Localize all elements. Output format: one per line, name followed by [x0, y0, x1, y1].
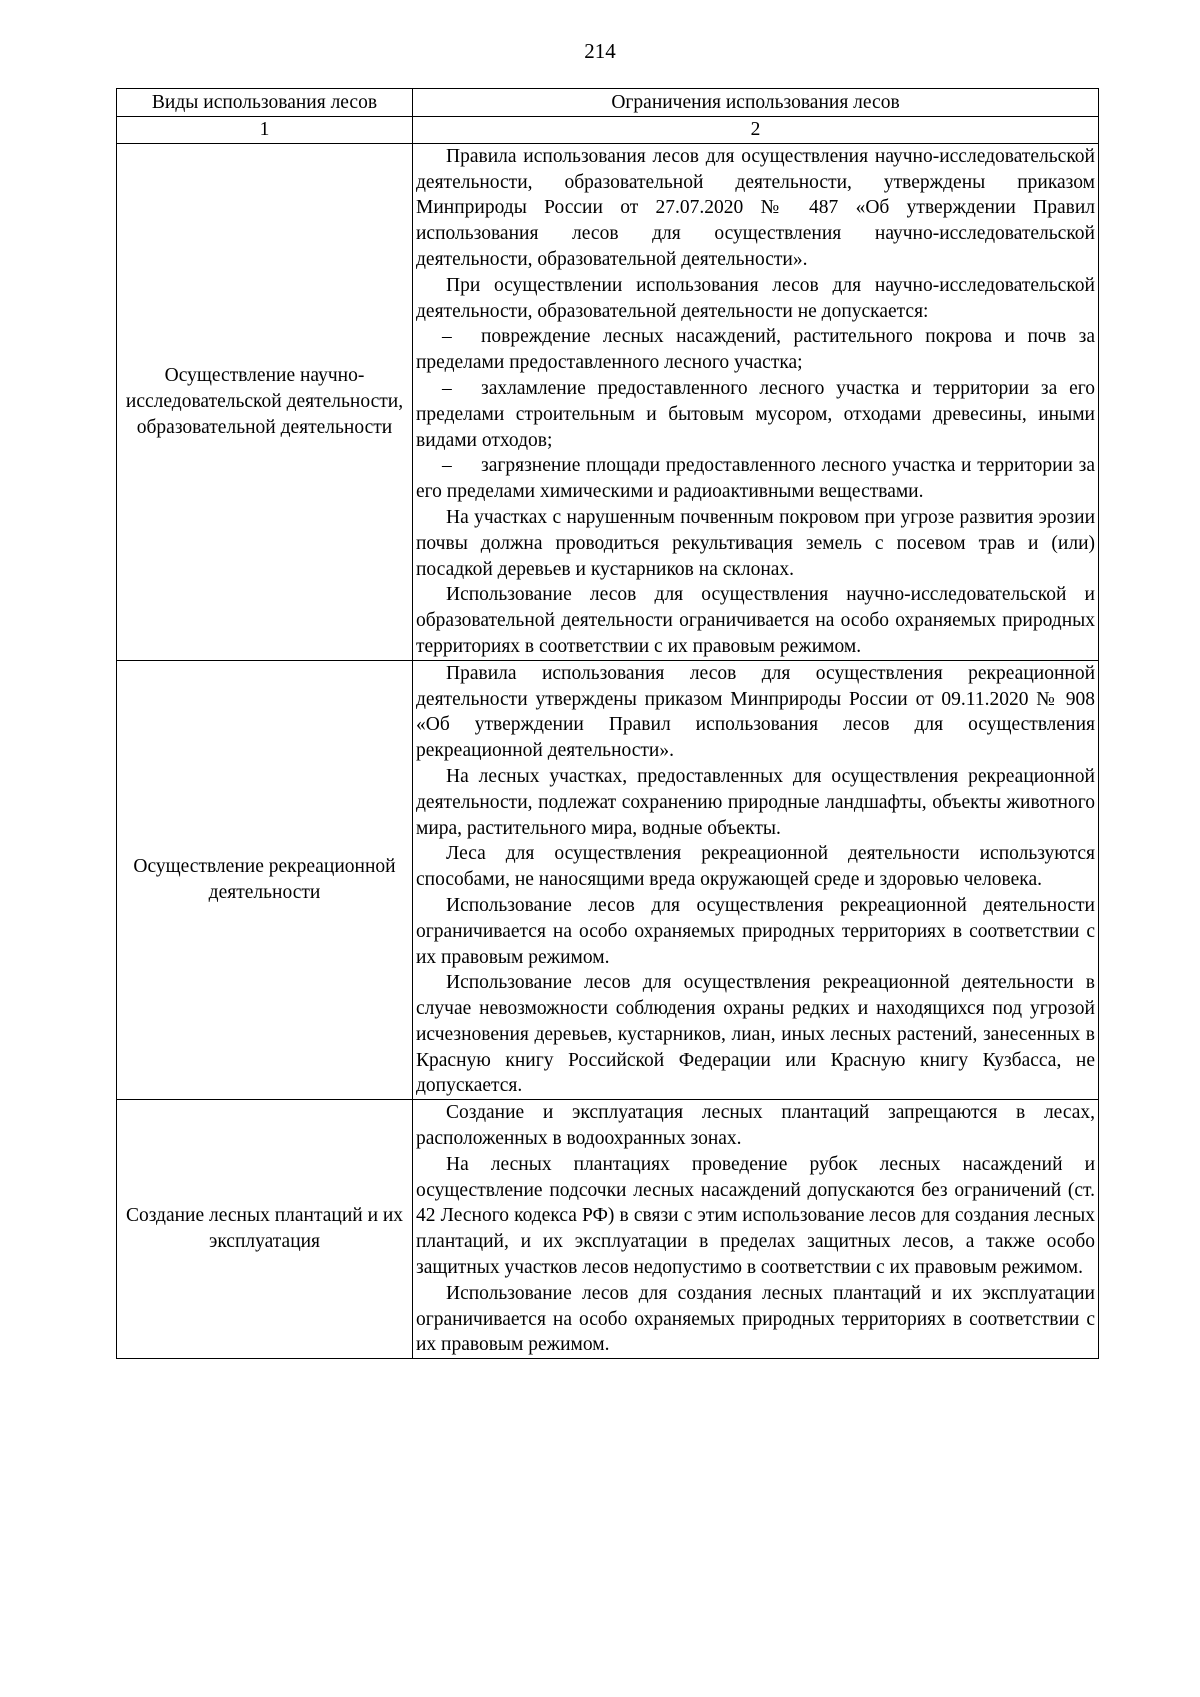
dash-marker: –: [442, 455, 452, 477]
restriction-bullet: [416, 376, 1095, 453]
restriction-paragraph: Правила использования лесов для осуществления научно-исследовательской деятельности, образовательной деятельности, утверждены приказом Минприроды России от 27.07.2020 № 487 «Об утверждении Правил использования лесов для осуществления научно-исследовательской деятельности, образовательной деятельности».: [416, 145, 1095, 270]
dash-marker: –: [442, 326, 452, 348]
column-number-1: 1: [117, 117, 413, 144]
restriction-paragraph: На лесных плантациях проведение рубок лесных насаждений и осуществление подсочки лесных насаждений допускаются без ограничений (ст. 42 Лесного кодекса РФ) в связи с этим использование лесов для создания лесных плантаций, и их эксплуатации в пределах защитных лесов, а также особо защитных участков лесов недопустимо в соответствии с их правовым режимом.: [416, 1153, 1095, 1279]
table-row: [117, 660, 1099, 1100]
restriction-paragraph: Леса для осуществления рекреационной деятельности используются способами, не наносящими вреда окружающей среде и здоровью человека.: [416, 843, 1095, 891]
restriction-bullet: [416, 453, 1095, 505]
restriction-bullet-text: повреждение лесных насаждений, растительного покрова и почв за пределами предоставленного лесного участка;: [416, 326, 1095, 374]
table-row: [117, 143, 1099, 660]
forest-use-kind: Осуществление научно-исследовательской деятельности, образовательной деятельности: [117, 143, 413, 660]
column-header-kinds: Виды использования лесов: [117, 89, 413, 117]
restriction-paragraph: Использование лесов для осуществления рекреационной деятельности в случае невозможности соблюдения охраны редких и находящихся под угрозой исчезновения деревьев, кустарников, лиан, иных лесных растений, занесенных в Красную книгу Российской Федерации или Красную книгу Кузбасса, не допускается.: [416, 972, 1095, 1097]
column-number-2: 2: [413, 117, 1099, 144]
restriction-paragraph: Создание и эксплуатация лесных плантаций запрещаются в лесах, расположенных в водоохранных зонах.: [416, 1102, 1095, 1150]
restriction-paragraph: Использование лесов для осуществления рекреационной деятельности ограничивается на особо охраняемых природных территориях в соответствии с их правовым режимом.: [416, 894, 1095, 968]
forest-use-restrictions: [413, 143, 1099, 660]
restriction-bullet: [416, 324, 1095, 376]
dash-marker: –: [442, 377, 452, 399]
restriction-paragraph: Использование лесов для осуществления научно-исследовательской и образовательной деятельности ограничивается на особо охраняемых природных территориях в соответствии с их правовым режимом.: [416, 584, 1095, 657]
forest-use-restrictions: [413, 1100, 1099, 1359]
table-body: [117, 143, 1099, 1358]
forest-use-kind: Создание лесных плантаций и их эксплуатация: [117, 1100, 413, 1359]
table-header-row: [117, 89, 1099, 117]
page-number: 214: [584, 39, 616, 63]
column-header-restrictions: Ограничения использования лесов: [413, 89, 1099, 117]
forest-use-kind: Осуществление рекреационной деятельности: [117, 660, 413, 1100]
restriction-paragraph: На лесных участках, предоставленных для осуществления рекреационной деятельности, подлежат сохранению природные ландшафты, объекты животного мира, растительного мира, водные объекты.: [416, 765, 1095, 839]
table-row: [117, 1100, 1099, 1359]
restriction-paragraph: Правила использования лесов для осуществления рекреационной деятельности утверждены приказом Минприроды России от 09.11.2020 № 908 «Об утверждении Правил использования лесов для осуществления рекреационной деятельности».: [416, 662, 1095, 762]
restriction-paragraph: При осуществлении использования лесов для научно-исследовательской деятельности, образовательной деятельности не допускается:: [416, 274, 1095, 322]
restriction-bullet-text: захламление предоставленного лесного участка и территории за его пределами строительным и бытовым мусором, отходами древесины, иными видами отходов;: [416, 377, 1095, 451]
forest-use-restrictions: [413, 660, 1099, 1100]
restriction-paragraph: На участках с нарушенным почвенным покровом при угрозе развития эрозии почвы должна проводиться рекультивация земель с посевом трав и (или) посадкой деревьев и кустарников на склонах.: [416, 506, 1095, 580]
forest-use-restrictions-table: [116, 88, 1099, 1359]
restriction-bullet-text: загрязнение площади предоставленного лесного участка и территории за его пределами химическими и радиоактивными веществами.: [416, 455, 1095, 503]
restriction-paragraph: Использование лесов для создания лесных плантаций и их эксплуатации ограничивается на особо охраняемых природных территориях в соответствии с их правовым режимом.: [416, 1282, 1095, 1356]
column-number-row: [117, 117, 1099, 144]
